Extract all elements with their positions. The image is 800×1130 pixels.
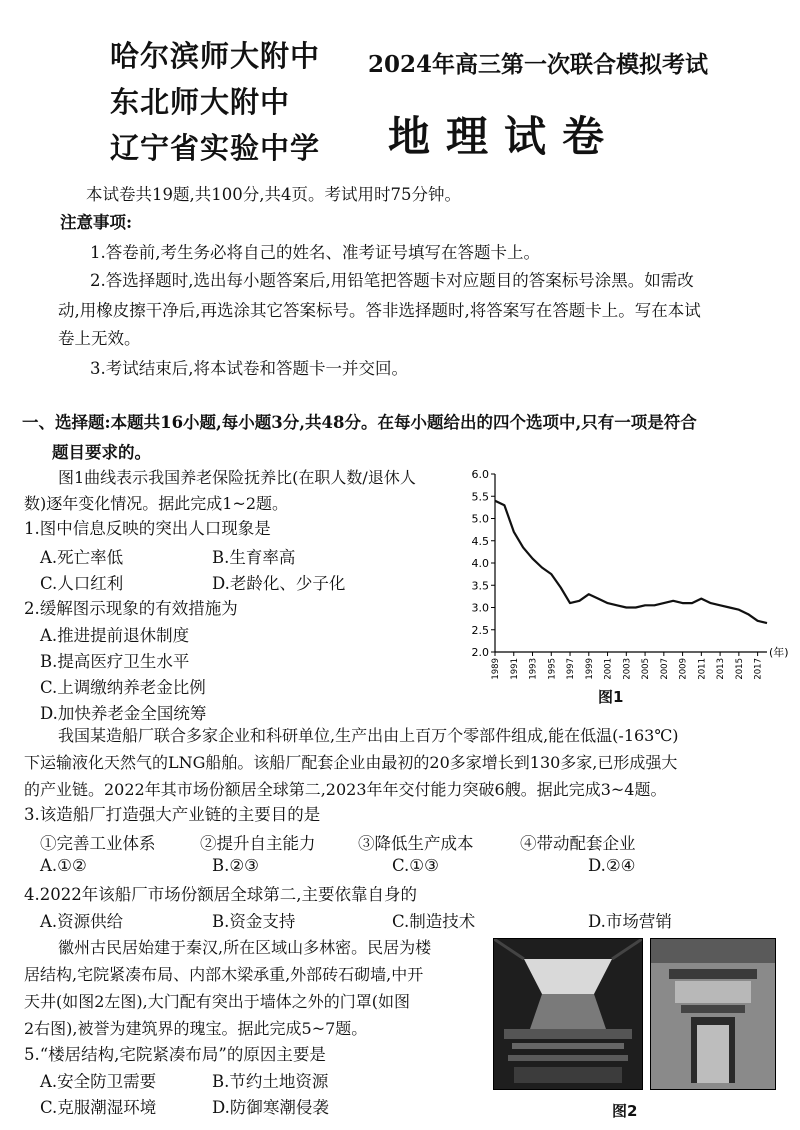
gate-canopy-photo bbox=[650, 938, 776, 1090]
y-tick-label: 4.5 bbox=[471, 534, 489, 548]
question-3-stem: 3.该造船厂打造强大产业链的主要目的是 bbox=[24, 805, 321, 824]
x-tick-label: 1993 bbox=[528, 658, 539, 680]
question-5-stem: 5.“楼居结构,宅院紧凑布局”的原因主要是 bbox=[24, 1045, 326, 1064]
pension-ratio-series-line bbox=[495, 501, 767, 623]
question-5-option-d[interactable]: D.防御寒潮侵袭 bbox=[212, 1098, 329, 1117]
exam-intro: 本试卷共19题,共100分,共4页。考试用时75分钟。 bbox=[86, 185, 461, 204]
y-tick-label: 3.0 bbox=[471, 601, 489, 615]
material-3-line-2: 居结构,宅院紧凑布局、内部木梁承重,外部砖石砌墙,中开 bbox=[24, 965, 424, 984]
notice-item-2-line-3: 卷上无效。 bbox=[58, 329, 141, 348]
school-name-3: 辽宁省实验中学 bbox=[110, 131, 321, 165]
material-3-line-3: 天井(如图2左图),大门配有突出于墙体之外的门罩(如图 bbox=[24, 992, 410, 1011]
y-tick-label: 2.5 bbox=[471, 623, 489, 637]
figure-1-caption: 图1 bbox=[598, 688, 624, 706]
notice-item-3: 3.考试结束后,将本试卷和答题卡一并交回。 bbox=[90, 359, 408, 378]
y-tick-label: 4.0 bbox=[471, 557, 489, 570]
question-4-option-b[interactable]: B.资金支持 bbox=[212, 912, 296, 931]
question-3-option-a[interactable]: A.①② bbox=[40, 856, 87, 875]
question-5-option-c[interactable]: C.克服潮湿环境 bbox=[40, 1098, 157, 1117]
question-3-option-c[interactable]: C.①③ bbox=[392, 856, 439, 875]
question-3-statement-2: ②提升自主能力 bbox=[200, 834, 316, 853]
question-2-stem: 2.缓解图示现象的有效措施为 bbox=[24, 599, 238, 618]
question-1-option-a[interactable]: A.死亡率低 bbox=[40, 548, 124, 567]
x-tick-label: 2007 bbox=[659, 658, 670, 680]
question-2-option-b[interactable]: B.提高医疗卫生水平 bbox=[40, 652, 190, 671]
material-2-line-3: 的产业链。2022年其市场份额居全球第二,2023年年交付能力突破6艘。据此完成3~4题。 bbox=[24, 780, 667, 799]
x-tick-label: 2011 bbox=[697, 658, 708, 680]
x-tick-label: 1989 bbox=[491, 658, 501, 680]
question-4-stem: 4.2022年该船厂市场份额居全球第二,主要依靠自身的 bbox=[24, 885, 417, 904]
question-3-statement-1: ①完善工业体系 bbox=[40, 834, 156, 853]
x-tick-label: 2009 bbox=[678, 658, 689, 680]
notice-heading: 注意事项: bbox=[60, 213, 133, 232]
courtyard-skylight-illustration bbox=[494, 939, 642, 1089]
question-2-option-d[interactable]: D.加快养老金全国统筹 bbox=[40, 704, 207, 723]
subject-title: 地理试卷 bbox=[388, 112, 621, 161]
notice-item-1: 1.答卷前,考生务必将自己的姓名、准考证号填写在答题卡上。 bbox=[90, 243, 540, 262]
x-tick-label: 1995 bbox=[547, 658, 558, 680]
courtyard-skylight-photo bbox=[493, 938, 643, 1090]
y-tick-label: 5.0 bbox=[471, 512, 489, 526]
y-tick-label: 3.5 bbox=[471, 579, 489, 593]
exam-title: 2024年高三第一次联合模拟考试 bbox=[368, 51, 709, 78]
question-4-option-a[interactable]: A.资源供给 bbox=[40, 912, 124, 931]
x-tick-label: 1991 bbox=[509, 658, 520, 680]
pension-ratio-line-chart bbox=[455, 462, 790, 682]
section-heading-line-2: 题目要求的。 bbox=[52, 443, 151, 462]
question-3-statement-4: ④带动配套企业 bbox=[520, 834, 636, 853]
question-5-option-a[interactable]: A.安全防卫需要 bbox=[40, 1072, 157, 1091]
material-2-line-1: 我国某造船厂联合多家企业和科研单位,生产出由上百万个零部件组成,能在低温(-163℃) bbox=[58, 726, 679, 745]
question-3-statement-3: ③降低生产成本 bbox=[358, 834, 474, 853]
x-tick-label: 2001 bbox=[603, 658, 614, 680]
question-2-option-c[interactable]: C.上调缴纳养老金比例 bbox=[40, 678, 206, 697]
material-3-line-4: 2右图),被誉为建筑界的瑰宝。据此完成5~7题。 bbox=[24, 1019, 368, 1038]
question-1-option-b[interactable]: B.生育率高 bbox=[212, 548, 296, 567]
x-tick-label: 1999 bbox=[584, 658, 595, 680]
section-heading-line-1: 一、选择题:本题共16小题,每小题3分,共48分。在每小题给出的四个选项中,只有一项是符合 bbox=[22, 413, 697, 432]
material-3-line-1: 徽州古民居始建于秦汉,所在区域山多林密。民居为楼 bbox=[58, 938, 432, 957]
school-name-2: 东北师大附中 bbox=[110, 85, 291, 119]
x-tick-label: 2005 bbox=[641, 658, 652, 680]
material-1-line-1: 图1曲线表示我国养老保险抚养比(在职人数/退休人 bbox=[58, 468, 416, 487]
notice-item-2-line-2: 动,用橡皮擦干净后,再选涂其它答案标号。答非选择题时,将答案写在答题卡上。写在本试 bbox=[58, 301, 701, 320]
material-1-line-2: 数)逐年变化情况。据此完成1~2题。 bbox=[24, 494, 289, 513]
question-2-option-a[interactable]: A.推进提前退休制度 bbox=[40, 626, 190, 645]
question-3-option-d[interactable]: D.②④ bbox=[588, 856, 636, 875]
y-tick-label: 2.0 bbox=[471, 646, 489, 659]
x-tick-label: 1997 bbox=[566, 658, 577, 680]
material-2-line-2: 下运输液化天然气的LNG船舶。该船厂配套企业由最初的20多家增长到130多家,已形成强大 bbox=[24, 753, 678, 772]
x-tick-label: 2015 bbox=[734, 658, 745, 680]
question-4-option-c[interactable]: C.制造技术 bbox=[392, 912, 476, 931]
x-tick-label: 2013 bbox=[716, 658, 727, 680]
x-tick-label: 2017 bbox=[753, 658, 764, 680]
question-3-option-b[interactable]: B.②③ bbox=[212, 856, 259, 875]
x-tick-label: 2003 bbox=[622, 658, 633, 680]
question-5-option-b[interactable]: B.节约土地资源 bbox=[212, 1072, 329, 1091]
figure-2-caption: 图2 bbox=[612, 1102, 638, 1120]
y-tick-label: 5.5 bbox=[471, 490, 489, 504]
x-axis-label: (年) bbox=[769, 646, 789, 659]
question-1-option-d[interactable]: D.老龄化、少子化 bbox=[212, 574, 346, 593]
notice-item-2-line-1: 2.答选择题时,选出每小题答案后,用铅笔把答题卡对应题目的答案标号涂黑。如需改 bbox=[90, 271, 694, 290]
gate-canopy-illustration bbox=[651, 939, 775, 1089]
question-1-option-c[interactable]: C.人口红利 bbox=[40, 574, 124, 593]
y-tick-label: 6.0 bbox=[471, 468, 489, 481]
question-4-option-d[interactable]: D.市场营销 bbox=[588, 912, 672, 931]
question-1-stem: 1.图中信息反映的突出人口现象是 bbox=[24, 519, 271, 538]
school-name-1: 哈尔滨师大附中 bbox=[110, 39, 321, 73]
